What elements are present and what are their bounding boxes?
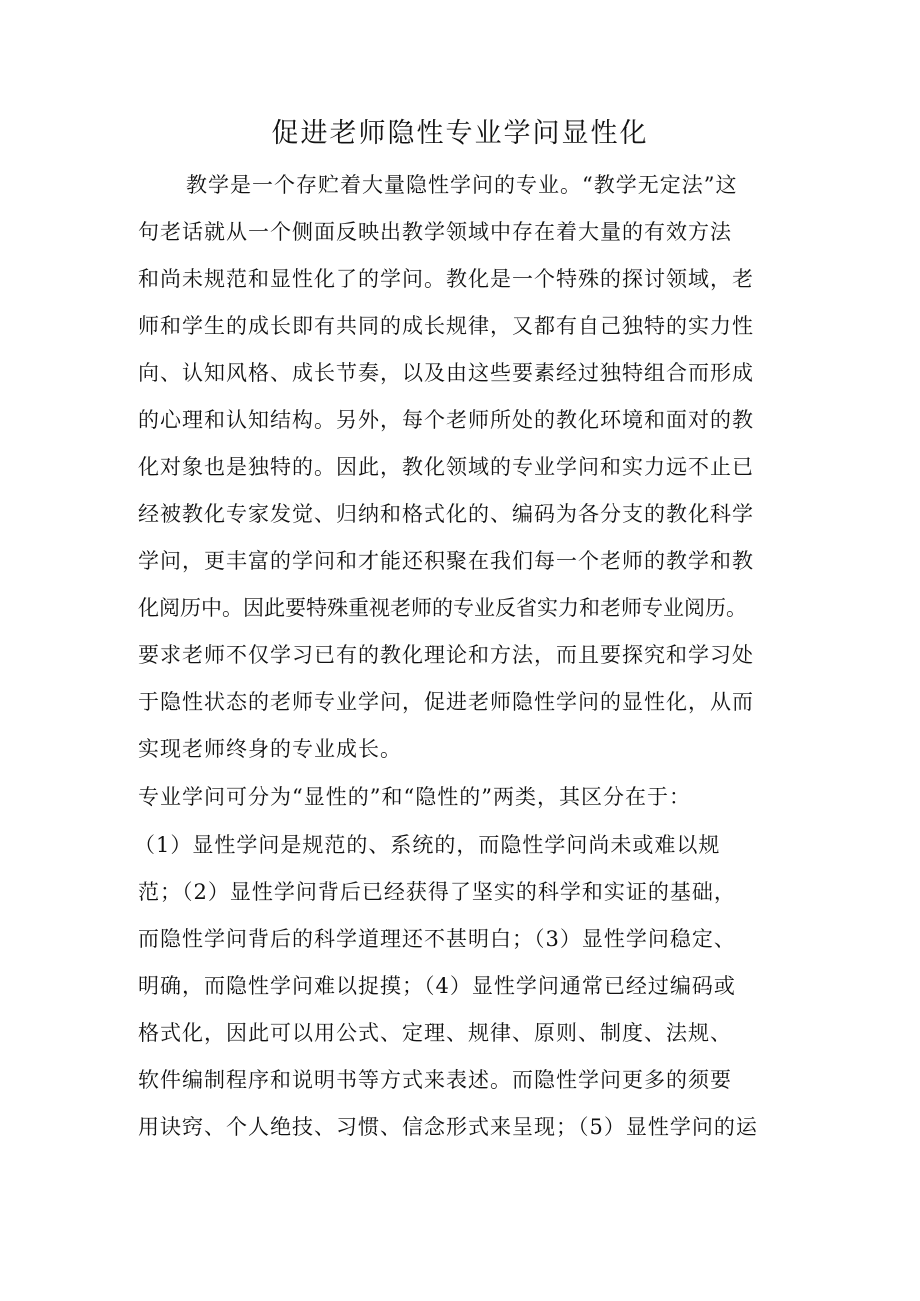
paragraph-line: 于隐性状态的老师专业学问，促进老师隐性学问的显性化，从而 bbox=[138, 690, 754, 714]
paragraph-line: 的心理和认知结构。另外，每个老师所处的教化环境和面对的教 bbox=[138, 408, 754, 432]
paragraph-line: 化对象也是独特的。因此，教化领域的专业学问和实力远不止已 bbox=[138, 455, 754, 479]
paragraph-line: 经被教化专家发觉、归纳和格式化的、编码为各分支的教化科学 bbox=[138, 502, 754, 526]
list-line: 范；（2）显性学问背后已经获得了坚实的科学和实证的基础， bbox=[138, 880, 736, 904]
paragraph-line: 学问，更丰富的学问和才能还积聚在我们每一个老师的教学和教 bbox=[138, 549, 754, 573]
paragraph-line: 实现老师终身的专业成长。 bbox=[138, 737, 402, 761]
paragraph-line: 专业学问可分为“显性的”和“隐性的”两类，其区分在于： bbox=[138, 785, 691, 809]
paragraph-line: 化阅历中。因此要特殊重视老师的专业反省实力和老师专业阅历。 bbox=[138, 596, 747, 620]
list-line: 软件编制程序和说明书等方式来表述。而隐性学问更多的须要 bbox=[138, 1068, 732, 1092]
paragraph-line: 教学是一个存贮着大量隐性学问的专业。“教学无定法”这 bbox=[186, 173, 738, 197]
paragraph-line: 和尚未规范和显性化了的学问。教化是一个特殊的探讨领域，老 bbox=[138, 267, 754, 291]
paragraph-line: 句老话就从一个侧面反映出教学领域中存在着大量的有效方法 bbox=[138, 220, 732, 244]
list-line: 明确，而隐性学问难以捉摸；（4）显性学问通常已经过编码或 bbox=[138, 974, 736, 998]
document-title: 促进老师隐性专业学问显性化 bbox=[271, 118, 649, 149]
paragraph-line: 向、认知风格、成长节奏，以及由这些要素经过独特组合而形成 bbox=[138, 361, 754, 385]
list-line: 而隐性学问背后的科学道理还不甚明白；（3）显性学问稳定、 bbox=[138, 927, 736, 951]
list-line: （1）显性学问是规范的、系统的，而隐性学问尚未或难以规 bbox=[134, 833, 721, 857]
paragraph-line: 要求老师不仅学习已有的教化理论和方法，而且要探究和学习处 bbox=[138, 643, 754, 667]
paragraph-line: 师和学生的成长即有共同的成长规律，又都有自己独特的实力性 bbox=[138, 314, 754, 338]
list-line: 格式化，因此可以用公式、定理、规律、原则、制度、法规、 bbox=[138, 1021, 732, 1045]
list-line: 用诀窍、个人绝技、习惯、信念形式来呈现；（5）显性学问的运 bbox=[138, 1115, 758, 1139]
